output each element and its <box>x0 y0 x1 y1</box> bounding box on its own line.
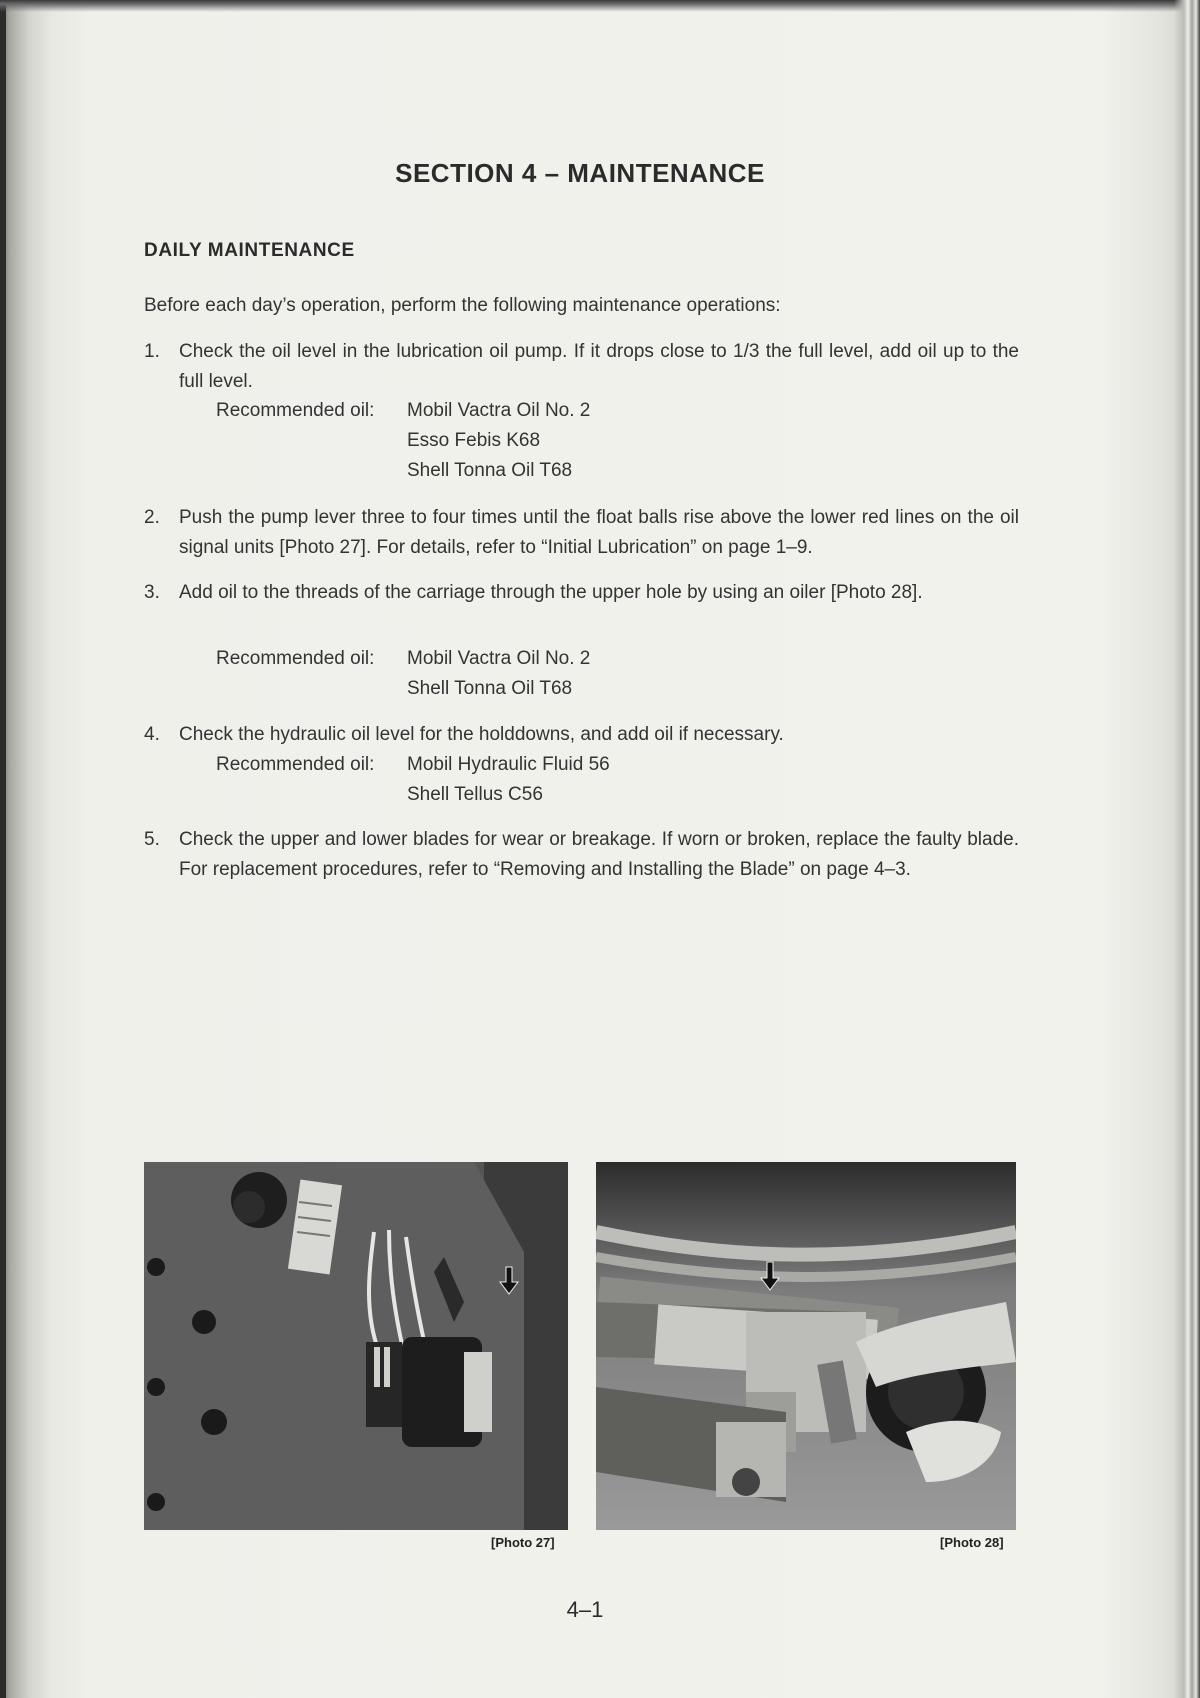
section-title: SECTION 4 – MAINTENANCE <box>395 158 765 188</box>
item-number: 3. <box>144 582 160 603</box>
item-number: 4. <box>144 724 160 745</box>
oil-name: Shell Tellus C56 <box>407 784 543 805</box>
item-number: 2. <box>144 507 160 528</box>
oil-name: Esso Febis K68 <box>407 430 541 451</box>
recommended-oil-label: Recommended oil: <box>216 648 375 669</box>
intro-paragraph: Before each day’s operation, perform the following maintenance operations: <box>144 295 781 316</box>
page-stack-edge <box>1174 0 1200 1698</box>
photo-28 <box>596 1162 1016 1530</box>
oil-name: Shell Tonna Oil T68 <box>407 460 573 481</box>
binding-shadow <box>0 0 52 1698</box>
item-text: Push the pump lever three to four times until the float balls rise above the lower red lines on the oil signal units [Photo 27]. For details, refer to “Initial Lubrication” on page 1–9. <box>179 507 1019 558</box>
oil-list <box>407 750 610 810</box>
photo-27-caption: [Photo 27] <box>491 1535 555 1550</box>
photo-28-image <box>596 1162 1016 1530</box>
photo-27-image <box>144 1162 568 1530</box>
subheading: DAILY MAINTENANCE <box>144 240 355 261</box>
oil-name: Mobil Hydraulic Fluid 56 <box>407 754 610 775</box>
oil-list <box>407 644 590 704</box>
item-text: Check the oil level in the lubrication oil pump. If it drops close to 1/3 the full level, add oil up to the full level. <box>179 341 1019 392</box>
recommended-oil-label: Recommended oil: <box>216 754 375 775</box>
item-text: Check the hydraulic oil level for the holddowns, and add oil if necessary. <box>179 724 784 745</box>
oil-name: Mobil Vactra Oil No. 2 <box>407 400 591 421</box>
top-edge <box>0 0 1200 12</box>
binding-edge <box>0 0 6 1698</box>
item-text: Add oil to the threads of the carriage through the upper hole by using an oiler [Photo 28]. <box>179 582 923 603</box>
item-text: Check the upper and lower blades for wear or breakage. If worn or broken, replace the faulty blade. For replacement procedures, refer to “Removing and Installing the Blade” on page 4–3. <box>179 829 1019 880</box>
oil-list <box>407 396 590 486</box>
photo-28-caption: [Photo 28] <box>940 1535 1004 1550</box>
page-number: 4–1 <box>566 1597 604 1622</box>
recommended-oil-label: Recommended oil: <box>216 400 375 421</box>
oil-name: Mobil Vactra Oil No. 2 <box>407 648 591 669</box>
photo-27 <box>144 1162 568 1530</box>
item-number: 5. <box>144 829 160 850</box>
item-number: 1. <box>144 341 160 362</box>
oil-name: Shell Tonna Oil T68 <box>407 678 573 699</box>
